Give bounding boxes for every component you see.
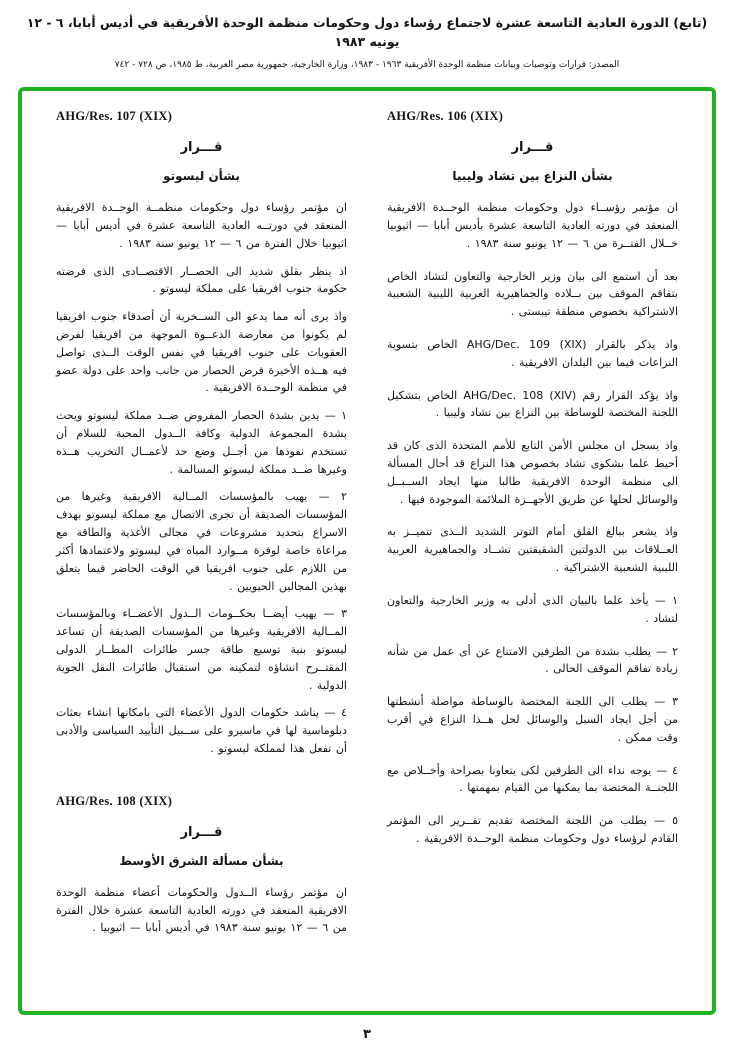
green-content-frame xyxy=(18,87,716,1015)
resolution-paragraph: ٢ — يطلب بشدة من الطرفين الامتناع عن أى عمل من شأنه زيادة تفاقم الموقف الحالى . xyxy=(387,644,678,676)
resolution-paragraph: ٣ — يطلب الى اللجنة المختصة بالوساطة مواصلة أنشطتها من أجل ايجاد السبل والوسائل لحل هــذا النزاع في أقرب وقت ممكن . xyxy=(387,695,678,744)
resolution-subtitle-106: بشأن النزاع بين تشاد وليبيا xyxy=(452,169,613,184)
resolution-paragraph: ٢ — يهيب بالمؤسسات المــالية الافريقية وغيرها من المؤسسات الصديقة أن تجرى الاتصال مع مملكة ليسوتو بهدف الاسراع بتحديد مشروعات في مجالى الأغذية والطاقة مع مراعاة خاصة لوفرة مــوارد المياه في ليسوتو ولاعتمادها أكثر من اللازم على جنوب افريقيا في الوقت الحاضر فيما يتعلق بهذين المجالين الحيويين . xyxy=(56,490,347,593)
resolution-paragraph: ١ — يدين بشدة الحصار المفروض ضــد مملكة ليسوتو ويحث بشدة المجموعة الدولية وكافة الــدول المحبة للسلام أن تستخدم نفوذها من أجــل وضع حد لأعمــال التخريب هــذه وغيرها ضــد مملكة ليسوتو المسالمة . xyxy=(56,409,347,476)
resolution-title-107: قـــرار xyxy=(180,140,223,156)
document-header xyxy=(10,12,724,71)
resolution-paragraph: ان مؤتمر رؤســاء دول وحكومات منظمة الوحــدة الافريقية المنعقد في دورته العادية التاسعة عشرة بأديس أبابا — اثيوبيا خــلال الفتــرة من ٦ — ١٢ يونيو سنة ١٩٨٣ . xyxy=(387,201,678,250)
page-number: ٣ xyxy=(363,1027,371,1043)
resolution-paragraph: ٤ — يناشد حكومات الدول الأعضاء التى بامكانها انشاء بعثات دبلوماسية لها في ماسيرو على ســبيل التأييد السياسى والأدبى أن تفعل هذا لمملكة ليسوتو . xyxy=(56,706,347,756)
header-session-title: (تابع) الدورة العادية التاسعة عشرة لاجتماع رؤساء دول وحكومات منظمة الوحدة الأفريقية في أديس أبابا، ٦ - ١٢ يونيه ١٩٨٣ xyxy=(26,15,708,49)
resolution-id-108: AHG/Res. 108 (XIX) xyxy=(56,793,173,808)
resolution-title-108: قـــرار xyxy=(180,824,223,840)
resolution-paragraph: واذ يؤكد القرار رقم AHG/Dec. 108 (XIV)‏ الخاص بتشكيل اللجنة المختصة للوساطة بين النزاع بين تشاد وليبيا . xyxy=(387,388,679,420)
resolution-paragraph: اذ ينظر بقلق شديد الى الحصــار الاقتصــادى الذى فرضته حكومة جنوب افريقيا على مملكة ليسوتو . xyxy=(56,264,347,296)
column-right xyxy=(387,109,678,1001)
resolution-title-106: قـــرار xyxy=(511,140,554,156)
resolution-paragraph: ان مؤتمر رؤساء دول وحكومات منظمــة الوحــدة الافريقية المنعقد في دورتــه العادية التاسعة عشرة في أديس أبابا — اثيوبيا خلال الفترة من ٦ — ١٢ يونيو سنة ١٩٨٣ . xyxy=(56,201,347,250)
resolution-paragraph: واذ يرى أنه مما يدعو الى الســخرية أن أصدقاء جنوب افريقيا لم يكونوا من معارضة الدعــوة الموجهة من افريقيا لفرض العقوبات على جنوب افريقيا في نفس الوقت الــذى تواصل فيه هــذه الأخيرة فرض الحصار من جانب واحد على دولة عضو في منظمة الوحــدة الافريقية . xyxy=(56,310,347,395)
resolution-paragraph: ان مؤتمر رؤساء الــدول والحكومات أعضاء منظمة الوحدة الافريقية المنعقد في دورته العادية التاسعة عشرة خلال الفترة من ٦ — ١٢ يونيو سنة ١٩٨٣ في أديس أبابا — اثيوبيا . xyxy=(56,885,347,935)
resolution-paragraph: ١ — يأخذ علما بالبيان الذى أدلى به وزير الخارجية والتعاون لتشاد . xyxy=(387,593,678,625)
resolution-paragraph: بعد أن استمع الى بيان وزير الخارجية والتعاون لتشاد الخاص بتفاقم الموقف بين بــلاده والجماهيرية العربية الليبية الشعبية الاشتراكية بخصوص منطقة تيبستى . xyxy=(387,269,678,319)
section-divider-space xyxy=(56,768,347,794)
resolution-id-107: AHG/Res. 107 (XIX) xyxy=(56,109,173,124)
resolution-paragraph: ٣ — يهيب أيضــا بحكــومات الــدول الأعضــاء وبالمؤسسات المــالية الافريقية وغيرها من المؤسسات الصديقة أن تساعد ليسوتو بنية توسيع طاقة جسر طائرات المطــار الدولى المقتــرح انشاؤه لتمكينه من استقبال طائرات النقل الجوية الدولية . xyxy=(56,607,347,692)
column-left xyxy=(56,109,347,1001)
resolution-paragraph: واذ يشعر ببالغ القلق أمام التوتر الشديد الــذى تتميــز به العــلاقات بين الدولتين الشقيقتين تشــاد والجماهيرية العربية الليبية الشعبية الاشتراكية . xyxy=(387,525,678,575)
resolution-id-106: AHG/Res. 106 (XIX) xyxy=(387,109,504,124)
header-source-line: المصدر: قرارات وتوصيات وبيانات منظمة الوحدة الأفريقية ١٩٦٣ - ١٩٨٣، وزارة الخارجية، جمهورية مصر العربية، ط ١٩٨٥، ص ٧٢٨ - ٧٤٢ xyxy=(114,59,620,70)
resolution-paragraph: واذ يذكر بالقرار AHG/Dec. 109 (XIX)‏ الخاص بتسوية النزاعات فيما بين البلدان الافريقية . xyxy=(387,337,678,369)
resolution-paragraph: ٥ — يطلب من اللجنة المختصة تقديم تقــرير الى المؤتمر القادم لرؤساء دول وحكومات منظمة الوحــدة الافريقية . xyxy=(387,814,678,846)
resolution-paragraph: واذ يسجل ان مجلس الأمن التابع للأمم المتحدة الذى كان قد أحيط علما بشكوى تشاد بخصوص هذا النزاع قد أحال المسألة الى منظمة الوحدة الافريقية طالبا منها ايجاد الســبــل والوسائل لحلها عن طريق الأجهــزة الملائمة الموجودة فيها . xyxy=(387,439,678,506)
resolution-subtitle-107: بشأن ليسوتو xyxy=(163,169,240,184)
resolution-paragraph: ٤ — يوجه نداء الى الطرفين لكى يتعاونا بصراحة وأخــلاص مع اللجنــة المختصة بما يمكنها من القيام بمهمتها . xyxy=(387,763,678,795)
resolution-subtitle-108: بشأن مسألة الشرق الأوسط xyxy=(119,853,284,868)
